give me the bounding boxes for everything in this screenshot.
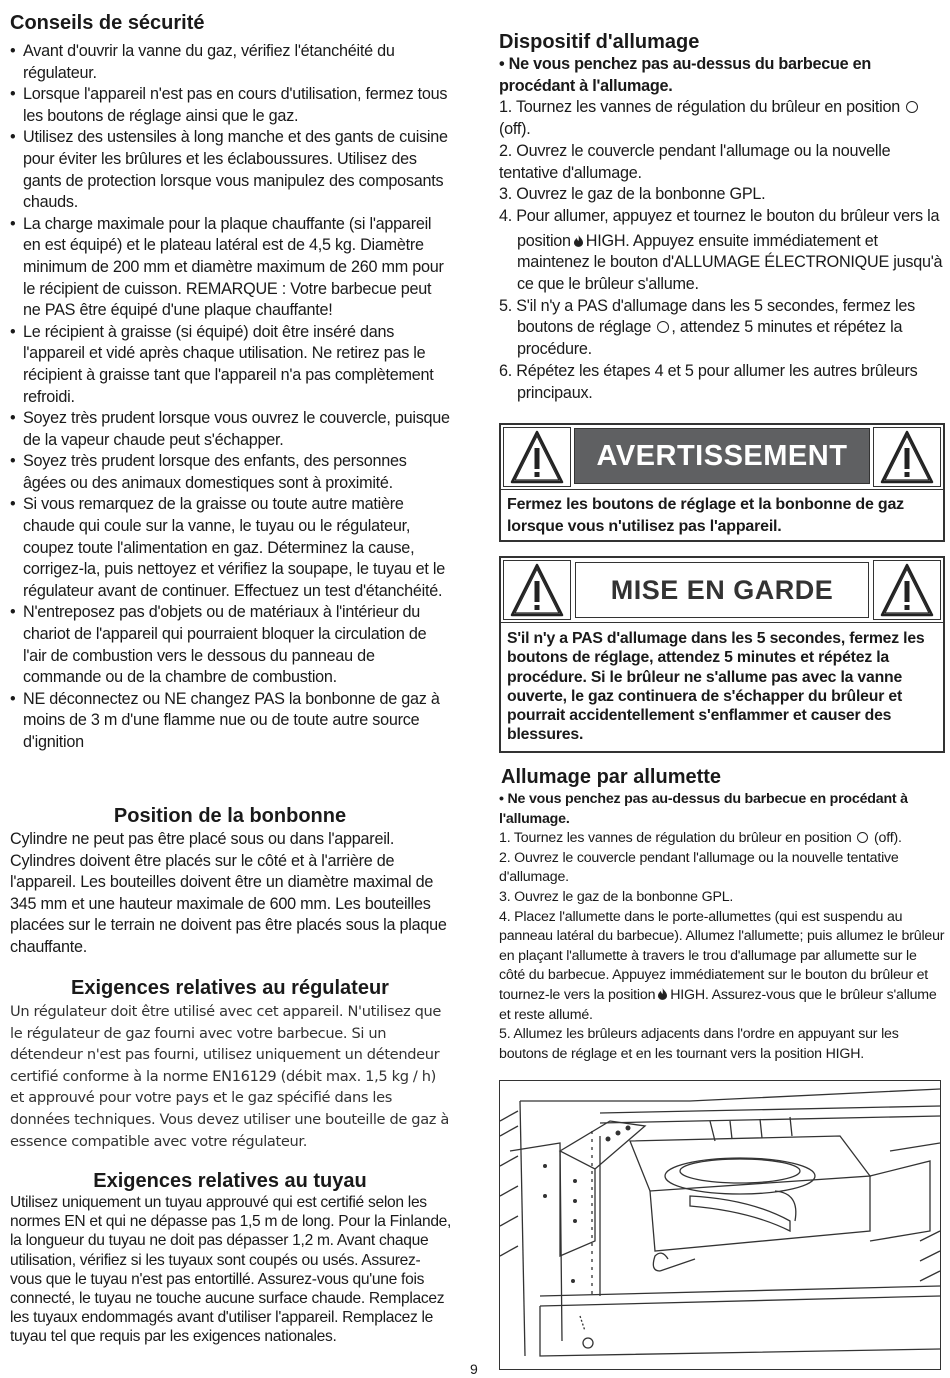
safety-item: • NE déconnectez ou NE changez PAS la bonbonne de gaz à moins de 3 m d'une flamme nue ou de toute autre source d'ignition — [10, 689, 450, 754]
off-circle-icon — [657, 321, 669, 333]
match-step-2: 2. Ouvrez le couvercle pendant l'allumage ou la nouvelle tentative d'allumage. — [499, 849, 899, 886]
ignition-step-3: 3. Ouvrez le gaz de la bonbonne GPL. — [499, 185, 766, 204]
safety-item: • Lorsque l'appareil n'est pas en cours d'utilisation, fermez tous les boutons de réglage ainsi que le gaz. — [10, 84, 450, 127]
match-title: Allumage par allumette — [501, 766, 722, 788]
safety-item: • N'entreposez pas d'objets ou de matériaux à l'intérieur du chariot de l'appareil qui pourraient bloquer la circulation de l'air de combustion vers le dessous du panneau de commande ou de la chambre de combustion. — [10, 602, 450, 688]
off-circle-icon — [857, 832, 868, 843]
warning-box — [499, 423, 945, 542]
safety-item: • Avant d'ouvrir la vanne du gaz, vérifiez l'étanchéité du régulateur. — [10, 41, 450, 84]
cylinder-title: Position de la bonbonne — [113, 805, 347, 827]
caution-text: S'il n'y a PAS d'allumage dans les 5 secondes, fermez les boutons de réglage, attendez 5 minutes et répétez la procédure. Si le brûleur ne s'allume pas avec la vanne ouverte, le gaz continuera de s'échapper du brûleur et pourrait accidentellement s'enflammer et causer des blessures. — [507, 630, 925, 744]
ignition-step-5: 5. S'il n'y a PAS d'allumage dans les 5 secondes, fermez les boutons de réglage , attendez 5 minutes et répétez la procédure. — [499, 296, 915, 359]
safety-item: • Utilisez des ustensiles à long manche et des gants de cuisine pour éviter les brûlures et les éclaboussures. Utilisez des gants de protection lorsque vous manipulez des composants chauds. — [10, 127, 450, 213]
match-step-4: 4. Placez l'allumette dans le porte-allumettes (qui est suspendu au panneau latéral du barbecue). Allumez l'allumette; puis allumez le brûleur en plaçant l'allumette à travers le trou d'allumage par allumette sur le côté du barbecue. Appuyez immédiatement sur le bouton du brûleur et tournez-le vers la position HIGH. Assurez-vous que le brûleur s'allume et reste allumé. — [499, 908, 945, 1023]
regulator-text: Un régulateur doit être utilisé avec cet appareil. N'utilisez que le régulateur de gaz fourni avec votre barbecue. Si un détendeur n'est pas fourni, utilisez uniquement un détendeur certifié conforme à la norme EN16129 (débit max. 1,5 kg / h) et approuvé pour votre pays et le gaz spécifié dans les données techniques. Vous devez utiliser une bouteille de gaz à essence compatible avec votre régulateur. — [10, 1003, 449, 1150]
ignition-step-1: 1. Tournez les vannes de régulation du brûleur en position (off). — [499, 97, 945, 140]
regulator-title: Exigences relatives au régulateur — [71, 977, 389, 999]
safety-list — [10, 41, 450, 754]
flame-icon — [574, 235, 583, 247]
off-circle-icon — [906, 101, 918, 113]
grill-drawing — [500, 1081, 940, 1369]
safety-item: • Soyez très prudent lorsque vous ouvrez le couvercle, puisque de la vapeur chaude peut s'échapper. — [10, 408, 450, 451]
caution-banner: MISE EN GARDE — [575, 562, 869, 618]
flame-icon — [658, 988, 667, 1000]
safety-item: • Le récipient à graisse (si équipé) doit être inséré dans l'appareil et vidé après chaque utilisation. Ne retirez pas le récipient à graisse tant que l'appareil n'a pas complètement refroidi. — [10, 322, 450, 408]
page-number: 9 — [470, 1361, 478, 1377]
warning-text: Fermez les boutons de réglage et la bonbonne de gaz lorsque vous n'utilisez pas l'appareil. — [507, 496, 904, 535]
ignition-step-4: 4. Pour allumer, appuyez et tournez le bouton du brûleur vers la — [499, 206, 940, 225]
match-warning: • Ne vous penchez pas au-dessus du barbecue en procédant à l'allumage. — [499, 791, 908, 827]
match-step-5: 5. Allumez les brûleurs adjacents dans l'ordre en appuyant sur les boutons de réglage et en les tournant vers la position HIGH. — [499, 1026, 899, 1062]
match-steps — [499, 790, 945, 1064]
safety-item: • Soyez très prudent lorsque des enfants, des personnes âgées ou des animaux domestiques sont à proximité. — [10, 451, 450, 494]
safety-item: • Si vous remarquez de la graisse ou toute autre matière chaude qui coule sur la vanne, le tuyau ou le régulateur, coupez toute l'alimentation en gaz. Déterminez la cause, corrigez-la, puis nettoyez et vérifiez la soupape, le tuyau et le régulateur avant de continuer. Effectuez un test d'étanchéité. — [10, 494, 450, 602]
caution-header — [501, 558, 943, 623]
safety-title: Conseils de sécurité — [10, 12, 205, 34]
ignition-step-4-cont: position HIGH. Appuyez ensuite immédiatement et maintenez le bouton d'ALLUMAGE ÉLECTRONIQUE jusqu'à ce que le brûleur s'allume. — [517, 231, 943, 294]
warning-header — [501, 425, 943, 490]
match-step-3: 3. Ouvrez le gaz de la bonbonne GPL. — [499, 888, 734, 905]
hose-text: Utilisez uniquement un tuyau approuvé qui est certifié selon les normes EN et qui ne dépasse pas 1,5 m de long. Pour la Finlande, la longueur du tuyau ne doit pas dépasser 1,2 m. Avant chaque utilisation, vérifiez si les tuyaux sont coupés ou usés. Assurez-vous que le tuyau n'est pas entortillé. Assurez-vous qu'une fois connecté, le tuyau ne touche aucune surface chaude. Remplacez les tuyaux endommagés avant d'utiliser l'appareil. Remplacez le tuyau tel que requis par les exigences nationales. — [10, 1194, 452, 1346]
ignition-step-2: 2. Ouvrez le couvercle pendant l'allumage ou la nouvelle tentative d'allumage. — [499, 141, 891, 182]
ignition-warning: • Ne vous penchez pas au-dessus du barbecue en procédant à l'allumage. — [499, 55, 871, 95]
ignition-step-6: 6. Répétez les étapes 4 et 5 pour allumer les autres brûleurs principaux. — [499, 361, 918, 402]
warning-icon — [873, 427, 941, 487]
hose-title: Exigences relatives au tuyau — [93, 1170, 367, 1192]
caution-icon — [873, 560, 941, 620]
match-step-1: 1. Tournez les vannes de régulation du brûleur en position (off). — [499, 830, 902, 847]
safety-item: • La charge maximale pour la plaque chauffante (si l'appareil en est équipé) et le plateau latéral est de 4,5 kg. Diamètre minimum de 200 mm et diamètre maximum de 260 mm pour le récipient de cuisson. REMARQUE : Votre barbecue peut ne PAS être équipé d'une plaque chauffante! — [10, 214, 450, 322]
caution-icon — [503, 560, 571, 620]
warning-banner: AVERTISSEMENT — [575, 429, 869, 483]
ignition-steps — [499, 54, 945, 404]
warning-icon — [503, 427, 571, 487]
burner-illustration — [499, 1080, 941, 1370]
ignition-title: Dispositif d'allumage — [499, 31, 700, 53]
caution-box — [499, 556, 945, 753]
cylinder-text: Cylindre ne peut pas être placé sous ou dans l'appareil. Cylindres doivent être placés sur le côté et à l'arrière de l'appareil. Les bouteilles doivent être un diamètre maximal de 345 mm et une hauteur maximale de 600 mm. Les bouteilles placées sur le terrain ne doivent pas être placés sous la plaque chauffante. — [10, 830, 447, 956]
